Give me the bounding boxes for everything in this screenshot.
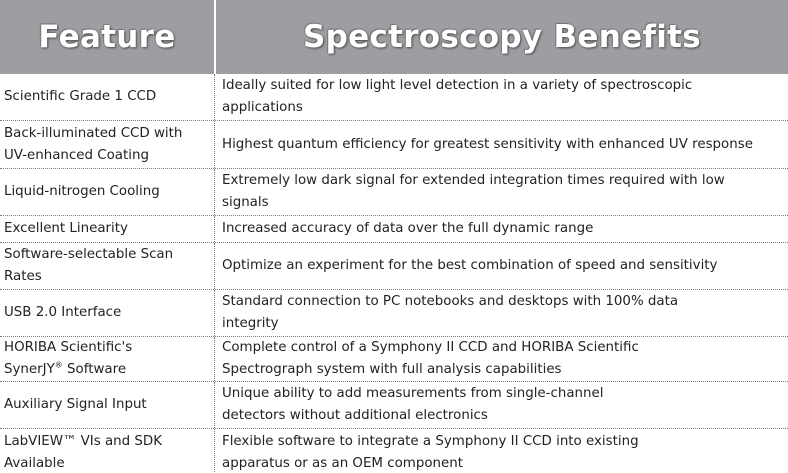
table-row: [0, 243, 788, 290]
header-feature: Feature: [38, 19, 176, 55]
benefit-cell: Highest quantum efficiency for greatest sensitivity with enhanced UV response: [214, 121, 788, 168]
feature-line-1: HORIBA Scientific's: [4, 340, 133, 355]
table-row: [0, 169, 788, 216]
table-row: [0, 121, 788, 169]
benefit-cell: Optimize an experiment for the best combination of speed and sensitivity: [214, 243, 788, 289]
feature-cell: Auxiliary Signal Input: [4, 397, 147, 412]
table-row: [0, 290, 788, 337]
feature-cell: Scientific Grade 1 CCD: [4, 89, 157, 104]
header-benefits: Spectroscopy Benefits: [302, 19, 702, 55]
table-row: [0, 216, 788, 243]
feature-cell: [0, 337, 214, 381]
feature-cell: USB 2.0 Interface: [4, 305, 122, 320]
table-row: [0, 74, 788, 121]
feature-cell: LabVIEW™ VIs and SDK Available: [4, 433, 163, 471]
table-header: [0, 0, 788, 74]
table-row: [0, 337, 788, 382]
benefit-cell: Flexible software to integrate a Symphony II CCD into existing apparatus or as an OEM component: [214, 429, 788, 473]
benefit-cell: Complete control of a Symphony II CCD and HORIBA Scientific Spectrograph system with full analysis capabilities: [214, 337, 788, 381]
benefit-cell: Increased accuracy of data over the full dynamic range: [214, 216, 788, 242]
feature-cell: Back-illuminated CCD with UV-enhanced Coating: [4, 125, 183, 163]
feature-cell: Excellent Linearity: [4, 221, 128, 236]
benefit-cell: Extremely low dark signal for extended integration times required with low signals: [214, 169, 788, 215]
feature-cell: Software-selectable Scan Rates: [4, 247, 174, 284]
benefit-cell: Ideally suited for low light level detection in a variety of spectroscopic applications: [214, 74, 788, 120]
benefit-cell: Standard connection to PC notebooks and desktops with 100% data integrity: [214, 290, 788, 336]
feature-line-2-tail: Software: [62, 362, 127, 377]
feature-cell: Liquid-nitrogen Cooling: [4, 184, 160, 199]
table-row: [0, 382, 788, 429]
feature-line-2: SynerJY: [4, 362, 55, 377]
benefit-cell: Unique ability to add measurements from single-channel detectors without additional electronics: [214, 382, 788, 428]
table-row: [0, 429, 788, 473]
registered-mark: ®: [54, 360, 63, 370]
